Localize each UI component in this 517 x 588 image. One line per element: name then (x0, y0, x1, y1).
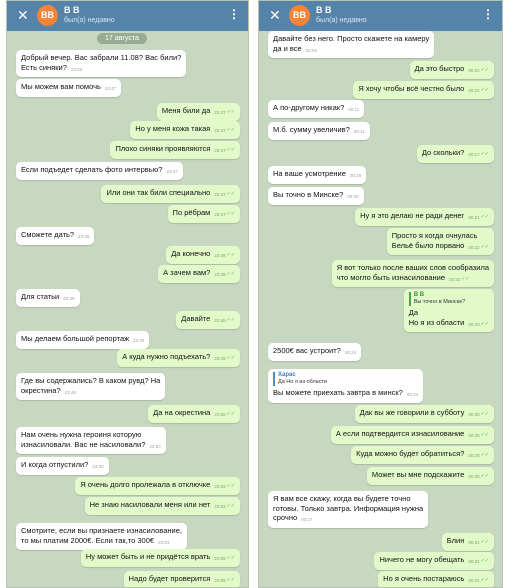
chat-panel-left (6, 0, 249, 588)
message-time: 00:31 (468, 540, 480, 545)
message-text: Да конечно (171, 249, 211, 258)
message-time: 23:47 (214, 192, 226, 197)
message-text: Мы можем вам помочь (21, 82, 101, 91)
message-text: Для статьи (21, 292, 60, 301)
incoming-message[interactable] (16, 457, 109, 475)
read-check-icon: ✓✓ (480, 452, 489, 458)
outgoing-message[interactable] (410, 61, 494, 79)
message-time: 00:26 (468, 474, 480, 479)
message-text: 2500€ вас устроит? (273, 346, 341, 355)
read-check-icon: ✓✓ (480, 320, 489, 327)
read-check-icon: ✓✓ (480, 558, 489, 564)
contact-status: был(а) недавно (316, 17, 367, 24)
close-icon[interactable]: ✕ (17, 7, 29, 23)
message-text: Но я очень постараюсь (383, 574, 465, 583)
incoming-message[interactable] (268, 122, 370, 140)
message-time: 23:47 (214, 110, 226, 115)
reply-text: Да Но я из области (278, 379, 328, 385)
message-text: Давайте (181, 314, 211, 323)
incoming-message[interactable] (16, 373, 165, 400)
message-text: Да это быстро (414, 64, 465, 73)
message-text: Да Но я из области (408, 308, 465, 327)
message-time: 00:04 (468, 88, 480, 93)
message-time: 00:20 (347, 194, 359, 199)
read-check-icon: ✓✓ (480, 151, 489, 157)
message-text: Добрый вечер. Вас забрали 11.08? Вас били? Есть синяки? (21, 53, 182, 72)
chat-header (7, 1, 248, 31)
outgoing-message[interactable] (331, 426, 494, 444)
incoming-message[interactable] (268, 187, 364, 205)
avatar[interactable]: BB (37, 5, 58, 26)
message-time: 23:47 (104, 86, 117, 91)
reply-text: Вы точно в Минске? (413, 299, 466, 305)
message-time: 23:49 (64, 389, 76, 395)
reply-quote[interactable] (409, 292, 489, 306)
outgoing-message[interactable] (101, 185, 240, 203)
incoming-message[interactable] (16, 427, 166, 454)
message-text: Или они так били специально (106, 188, 211, 197)
message-list[interactable] (259, 31, 502, 587)
read-check-icon: ✓✓ (226, 211, 235, 217)
outgoing-message[interactable] (166, 246, 240, 264)
message-text: А если подтвердится изнасилование (335, 429, 465, 438)
message-text: А зачем вам? (163, 268, 211, 277)
outgoing-message[interactable] (378, 571, 494, 587)
read-check-icon: ✓✓ (226, 252, 235, 258)
message-time: 00:24 (406, 392, 419, 397)
incoming-message[interactable] (16, 162, 183, 180)
incoming-message[interactable] (16, 227, 94, 245)
incoming-message[interactable] (268, 166, 366, 184)
message-time: 00:23 (468, 321, 480, 327)
read-check-icon: ✓✓ (226, 577, 235, 583)
message-text: Я вам все скажу, когда вы будете точно готовы. Только завтра. Информация нужна срочно (273, 494, 424, 522)
read-check-icon: ✓✓ (480, 67, 489, 73)
message-text: Куда можно будет обратиться? (356, 449, 465, 458)
read-check-icon: ✓✓ (480, 473, 489, 479)
message-time: 00:27 (301, 517, 313, 522)
chat-panel-right (258, 0, 503, 588)
message-time: 23:46 (70, 66, 83, 72)
read-check-icon: ✓✓ (226, 127, 235, 133)
message-time: 23:50 (214, 412, 226, 417)
kebab-menu-icon[interactable]: ⋮ (228, 7, 240, 21)
outgoing-message[interactable] (355, 405, 494, 423)
read-check-icon: ✓✓ (226, 317, 235, 323)
incoming-message[interactable] (16, 523, 187, 550)
message-time: 23:48 (78, 234, 90, 239)
message-text: Где вы содержались? В каком рувд? На окрестина? (21, 376, 161, 395)
message-list[interactable] (7, 31, 248, 587)
close-icon[interactable]: ✕ (269, 7, 281, 23)
read-check-icon: ✓✓ (480, 243, 489, 250)
message-time: 00:25 (468, 433, 480, 438)
outgoing-message[interactable] (442, 533, 494, 551)
message-text: Дак вы же говорили в субботу (359, 408, 465, 417)
outgoing-message[interactable] (367, 467, 494, 485)
incoming-message[interactable] (268, 31, 434, 58)
message-text: Меня били да (161, 106, 211, 115)
incoming-message[interactable] (16, 50, 186, 77)
message-text: И когда отпустили? (21, 460, 89, 469)
read-check-icon: ✓✓ (226, 503, 235, 509)
message-time: 23:48 (214, 272, 226, 277)
chat-header (259, 1, 502, 31)
message-time: 23:52 (214, 484, 226, 489)
read-check-icon: ✓✓ (226, 109, 235, 115)
read-check-icon: ✓✓ (226, 191, 235, 197)
message-time: 00:31 (468, 578, 480, 583)
message-time: 23:49 (133, 338, 145, 343)
read-check-icon: ✓✓ (226, 411, 235, 417)
incoming-message[interactable] (268, 491, 428, 528)
outgoing-message[interactable] (332, 260, 494, 287)
message-text: Но у меня кожа такая (135, 124, 211, 133)
message-time: 00:22 (468, 244, 480, 250)
incoming-message[interactable] (16, 289, 80, 307)
message-text: Смотрите, если вы признаете изнасилование, то мы платим 2000€. Если так,то 300€ (21, 526, 182, 545)
message-time: 23:47 (214, 212, 226, 217)
read-check-icon: ✓✓ (480, 87, 489, 93)
message-text: Да на окрестина (153, 408, 211, 417)
message-text: Я вот только после ваших слов сообразила что могло быть изнасилование (336, 263, 489, 282)
message-time: 23:47 (166, 169, 178, 174)
message-time: 23:50 (149, 443, 161, 449)
reply-author: Харас (278, 372, 296, 378)
incoming-message[interactable] (16, 331, 149, 349)
message-text: А по-другому никак? (273, 103, 345, 112)
read-check-icon: ✓✓ (480, 539, 489, 545)
message-text: М.б. сумму увеличив? (273, 125, 350, 134)
incoming-message[interactable] (16, 79, 121, 97)
outgoing-message[interactable] (404, 289, 494, 332)
message-text: По рёбрам (172, 208, 211, 217)
message-text: Сможете дать? (21, 230, 75, 239)
read-check-icon: ✓✓ (480, 411, 489, 417)
message-text: Ну я это делаю не ради денег (360, 211, 465, 220)
outgoing-message[interactable] (387, 228, 494, 255)
message-time: 23:47 (214, 148, 226, 153)
message-text: Вы точно в Минске? (273, 190, 344, 199)
outgoing-message[interactable] (353, 81, 494, 99)
outgoing-message[interactable] (130, 121, 240, 139)
read-check-icon: ✓✓ (480, 432, 489, 438)
message-time: 23:48 (214, 253, 226, 258)
message-time: 23:59 (214, 578, 226, 583)
outgoing-message[interactable] (117, 349, 240, 367)
outgoing-message[interactable] (158, 265, 240, 283)
read-check-icon: ✓✓ (461, 275, 470, 282)
message-text: Ну может быть и не придётся врать (85, 552, 211, 561)
message-time: 00:11 (348, 107, 360, 112)
message-text: Если подъедет сделать фото интервью? (21, 165, 163, 174)
message-text: Может вы мне подскажите (371, 470, 465, 479)
message-text: Я хочу чтобы всё честно было (358, 84, 465, 93)
message-text: Мы делаем большой репортаж (21, 334, 130, 343)
message-time: 00:04 (468, 68, 480, 73)
incoming-message[interactable] (268, 343, 361, 361)
incoming-message[interactable] (268, 100, 364, 118)
message-time: 23:49 (214, 356, 226, 361)
outgoing-message[interactable] (110, 141, 240, 159)
message-text: Надо будет проверится (128, 574, 211, 583)
message-text: Ничего не могу обещать (379, 555, 465, 564)
date-separator: 17 августа (97, 33, 147, 44)
outgoing-message[interactable] (417, 145, 494, 163)
message-time: 00:25 (468, 412, 480, 417)
message-time: 00:04 (305, 47, 317, 53)
reply-author: В В (413, 292, 425, 298)
outgoing-message[interactable] (351, 446, 494, 464)
message-time: 23:49 (214, 318, 226, 323)
message-time: 00:22 (449, 276, 461, 282)
message-time: 23:47 (214, 128, 226, 133)
message-time: 00:21 (468, 215, 480, 220)
incoming-message[interactable] (268, 369, 423, 403)
message-time: 23:59 (214, 556, 226, 561)
message-time: 00:18 (349, 173, 362, 178)
message-text: До скольки? (421, 148, 465, 157)
message-time: 00:31 (468, 559, 480, 564)
message-time: 00:11 (353, 129, 365, 134)
contact-status: был(а) недавно (64, 17, 115, 24)
message-text: На ваше усмотрение (273, 169, 346, 178)
message-text: Нам очень нужна героиня которую изнасиловали. Вас не насиловали? (21, 430, 146, 449)
message-text: Давайте без него. Просто скажете на камеру да и все (273, 34, 430, 53)
contact-name[interactable]: B B (316, 5, 332, 15)
message-text: Не знаю насиловали меня или нет (89, 500, 211, 509)
kebab-menu-icon[interactable]: ⋮ (482, 7, 494, 21)
outgoing-message[interactable] (124, 571, 240, 587)
outgoing-message[interactable] (176, 311, 240, 329)
read-check-icon: ✓✓ (226, 355, 235, 361)
avatar[interactable]: BB (289, 5, 310, 26)
outgoing-message[interactable] (148, 405, 240, 423)
reply-quote[interactable] (273, 372, 418, 386)
read-check-icon: ✓✓ (226, 555, 235, 561)
read-check-icon: ✓✓ (480, 577, 489, 583)
read-check-icon: ✓✓ (226, 271, 235, 277)
contact-name[interactable]: B B (64, 5, 80, 15)
outgoing-message[interactable] (75, 477, 240, 495)
outgoing-message[interactable] (85, 497, 240, 515)
message-time: 00:17 (468, 152, 480, 157)
message-time: 00:25 (468, 453, 480, 458)
message-text: Вы можете приехать завтра в минск? (273, 388, 403, 397)
message-text: Я очень долго пролежала в отключке (80, 480, 211, 489)
outgoing-message[interactable] (355, 208, 494, 226)
message-text: Плохо синяки проявляются (115, 144, 211, 153)
message-time: 23:50 (92, 464, 104, 469)
message-time: 23:52 (214, 504, 226, 509)
read-check-icon: ✓✓ (226, 147, 235, 153)
read-check-icon: ✓✓ (226, 483, 235, 489)
outgoing-message[interactable] (157, 103, 240, 121)
outgoing-message[interactable] (81, 549, 240, 567)
message-text: А куда нужно подъехать? (122, 352, 211, 361)
message-time: 23:53 (158, 539, 170, 545)
outgoing-message[interactable] (374, 552, 494, 570)
outgoing-message[interactable] (168, 205, 240, 223)
message-time: 23:49 (63, 296, 75, 301)
message-text: Блин (446, 536, 465, 545)
message-time: 00:24 (344, 350, 357, 355)
message-text: Просто я когда очнулась Бельё было порвано (391, 231, 478, 250)
read-check-icon: ✓✓ (480, 214, 489, 220)
